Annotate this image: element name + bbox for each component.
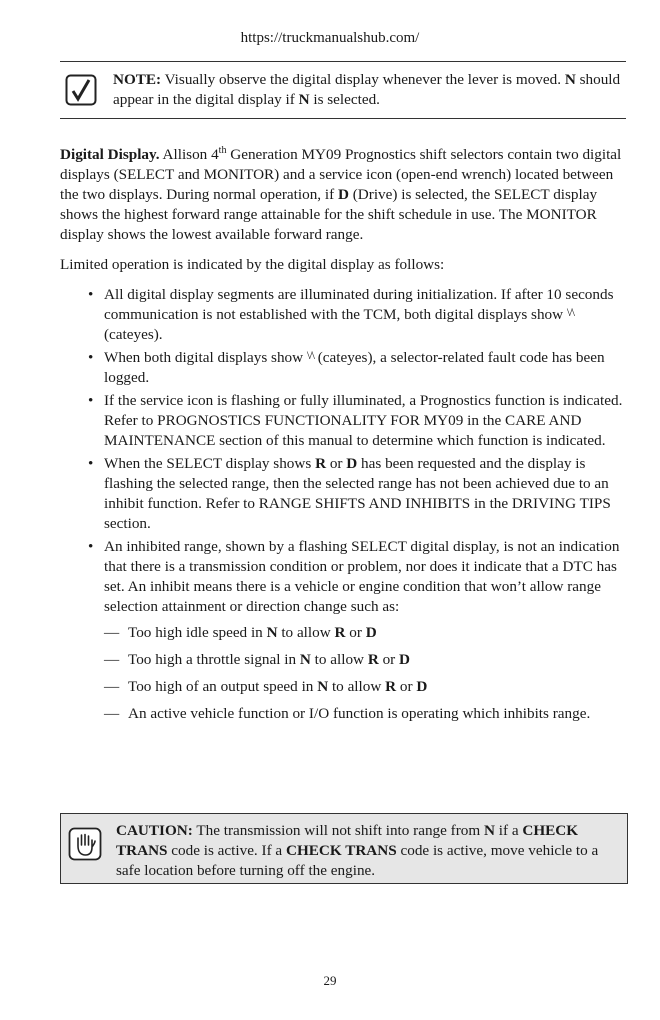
cateyes-glyph: \/\: [306, 348, 314, 362]
list-item: • All digital display segments are illuminated during initialization. If after 10 seconds communication is not established with the TCM, both digital displays show \/\ (cateyes).: [88, 286, 614, 343]
note-box: [60, 61, 626, 119]
checkmark-icon: [65, 74, 97, 106]
caution-box: [60, 813, 628, 884]
list-item: • An inhibited range, shown by a flashing SELECT digital display, is not an indication that there is a transmission condition or problem, nor does it indicate that a DTC has set. An inhibit means there is a vehicle or engine condition that won’t allow range selection attainment or direction change such as: — Too high idle speed in N to allow R or D — Too high a throttle signal in N to allow R or D — Too high of an output speed in N to allow R or D — An active vehicle function or I/O function is operating which inhibits range.: [60, 537, 626, 724]
hand-stop-icon: [68, 827, 102, 861]
list-item: • When both digital displays show \/\ (cateyes), a selector-related fault code has been logged.: [88, 348, 605, 386]
limited-operation-list: [60, 285, 626, 724]
digital-display-paragraph: Digital Display. Allison 4th Generation MY09 Prognostics shift selectors contain two digital displays (SELECT and MONITOR) and a service icon (open-end wrench) located between the two displays. During normal operation, if D (Drive) is selected, the SELECT display shows the highest forward range attainable for the shift schedule in use. The MONITOR display shows the lowest available forward range.: [60, 144, 622, 243]
header-url: https://truckmanualshub.com/: [240, 30, 420, 46]
note-text: NOTE: Visually observe the digital display whenever the lever is moved. N should appear in the digital display if N is selected.: [113, 71, 621, 108]
list-item: • If the service icon is flashing or fully illuminated, a Prognostics function is indicated. Refer to PROGNOSTICS FUNCTIONALITY FOR MY09 in the CARE AND MAINTENANCE section of this manual to determine which function is indicated.: [88, 392, 623, 449]
inhibit-conditions-list: [104, 623, 626, 724]
list-item: — Too high idle speed in N to allow R or D: [104, 624, 377, 641]
caution-text: CAUTION: The transmission will not shift into range from N if a CHECK TRANS code is active. If a CHECK TRANS code is active, move vehicle to a safe location before turning off the engine.: [116, 822, 599, 879]
list-item: — An active vehicle function or I/O function is operating which inhibits range.: [104, 705, 591, 722]
cateyes-glyph: \/\: [566, 305, 574, 319]
list-item: • When the SELECT display shows R or D has been requested and the display is flashing the selected range, then the selected range has not been achieved due to an inhibit function. Refer to RANGE SHIFTS AND INHIBITS in the DRIVING TIPS section.: [88, 455, 611, 532]
list-item: — Too high a throttle signal in N to allow R or D: [104, 651, 410, 668]
list-item: — Too high of an output speed in N to allow R or D: [104, 678, 428, 695]
limited-intro: Limited operation is indicated by the digital display as follows:: [60, 256, 445, 273]
main-content: [60, 145, 626, 731]
page-number: 29: [323, 973, 337, 988]
